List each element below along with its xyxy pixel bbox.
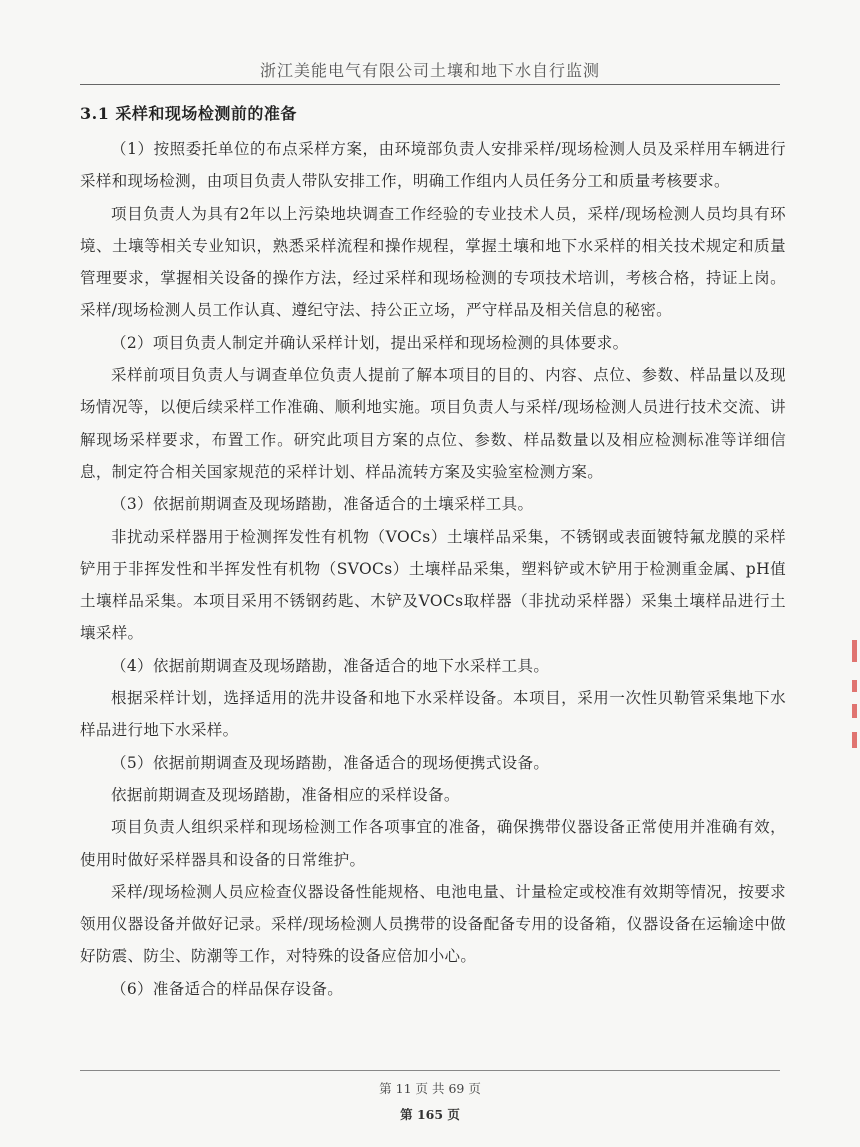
paragraph-2: 项目负责人为具有2年以上污染地块调查工作经验的专业技术人员，采样/现场检测人员均具有环境、土壤等相关专业知识，熟悉采样流程和操作规程，掌握土壤和地下水采样的相关技术规定和质量管理要求，掌握相关设备的操作方法，经过采样和现场检测的专项技术培训，考核合格，持证上岗。采样/现场检测人员工作认真、遵纪守法、持公正立场，严守样品及相关信息的秘密。 bbox=[80, 204, 786, 320]
paragraph-9: （5）依据前期调查及现场踏勘，准备适合的现场便携式设备。 bbox=[111, 753, 550, 772]
paragraph-8: 根据采样计划，选择适用的洗井设备和地下水采样设备。本项目，采用一次性贝勒管采集地下水样品进行地下水采样。 bbox=[80, 689, 786, 740]
paragraph-5: （3）依据前期调查及现场踏勘，准备适合的土壤采样工具。 bbox=[111, 495, 534, 514]
page-header: 浙江美能电气有限公司土壤和地下水自行监测 bbox=[259, 61, 600, 80]
paragraph-11: 项目负责人组织采样和现场检测工作各项事宜的准备，确保携带仪器设备正常使用并准确有效，使用时做好采样器具和设备的日常维护。 bbox=[80, 818, 786, 869]
paragraph-3: （2）项目负责人制定并确认采样计划，提出采样和现场检测的具体要求。 bbox=[111, 333, 629, 352]
section-number: 3.1 bbox=[80, 104, 110, 123]
seal-edge-mark bbox=[852, 640, 857, 662]
section-title: 采样和现场检测前的准备 bbox=[115, 104, 297, 123]
section-heading bbox=[80, 101, 297, 124]
footer-rule bbox=[80, 1070, 780, 1071]
seal-edge-mark bbox=[852, 732, 857, 748]
seal-edge-mark bbox=[852, 704, 857, 718]
paragraph-4: 采样前项目负责人与调查单位负责人提前了解本项目的目的、内容、点位、参数、样品量以及现场情况等，以便后续采样工作准确、顺利地实施。项目负责人与采样/现场检测人员进行技术交流、讲解现场采样要求，布置工作。研究此项目方案的点位、参数、样品数量以及相应检测标准等详细信息，制定符合相关国家规范的采样计划、样品流转方案及实验室检测方案。 bbox=[80, 366, 786, 481]
paragraph-1: （1）按照委托单位的布点采样方案，由环境部负责人安排采样/现场检测人员及采样用车辆进行采样和现场检测，由项目负责人带队安排工作，明确工作组内人员任务分工和质量考核要求。 bbox=[80, 140, 786, 191]
seal-edge-mark bbox=[852, 680, 857, 692]
seal-edge-marks bbox=[849, 640, 860, 750]
header-rule bbox=[80, 84, 780, 85]
paragraph-12: 采样/现场检测人员应检查仪器设备性能规格、电池电量、计量检定或校准有效期等情况，按要求领用仪器设备并做好记录。采样/现场检测人员携带的设备配备专用的设备箱，仪器设备在运输途中做好防震、防尘、防潮等工作，对特殊的设备应倍加小心。 bbox=[80, 882, 786, 966]
paragraph-7: （4）依据前期调查及现场踏勘，准备适合的地下水采样工具。 bbox=[111, 656, 550, 675]
paragraph-10: 依据前期调查及现场踏勘，准备相应的采样设备。 bbox=[111, 785, 460, 804]
paragraph-13: （6）准备适合的样品保存设备。 bbox=[111, 979, 344, 998]
footer-page-number: 第 11 页 共 69 页 bbox=[379, 1081, 481, 1096]
footer-total-page-number: 第 165 页 bbox=[400, 1107, 460, 1122]
body-text bbox=[80, 133, 786, 1005]
paragraph-6: 非扰动采样器用于检测挥发性有机物（VOCs）土壤样品采集，不锈钢或表面镀特氟龙膜的采样铲用于非挥发性和半挥发性有机物（SVOCs）土壤样品采集，塑料铲或木铲用于检测重金属、pH值土壤样品采集。本项目采用不锈钢药匙、木铲及VOCs取样器（非扰动采样器）采集土壤样品进行土壤采样。 bbox=[80, 527, 786, 643]
